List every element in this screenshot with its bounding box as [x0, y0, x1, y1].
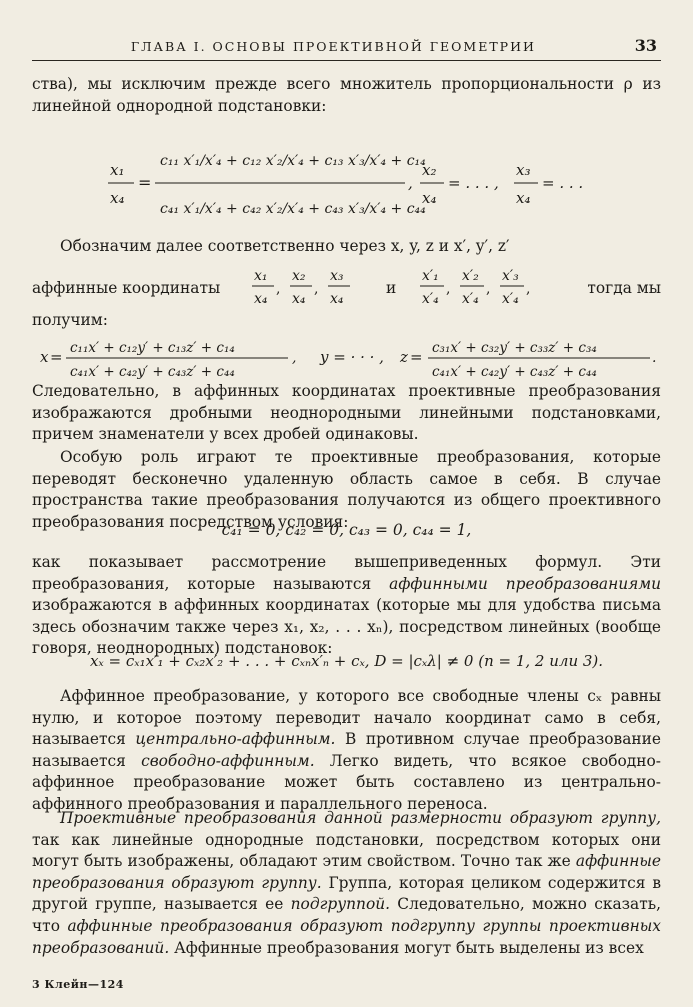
paragraph-groups — [32, 808, 661, 959]
svg-text:x′₃: x′₃ — [502, 268, 519, 284]
para3-a: как показывает рассмотрение вышеприведенных формул. Эти преобразования, которые называются — [32, 553, 661, 593]
eq1-x4a: x₄ — [422, 189, 437, 207]
para5-h: Аффинные преобразования могут быть выделены из всех — [169, 938, 644, 957]
notation-line-1: Обозначим далее соответственно через x, y, z и x′, y′, z′ — [60, 237, 510, 255]
eq2-y: y = · · · , — [320, 348, 384, 366]
paragraph-affine-def — [32, 552, 661, 660]
para5-g: аффинные преобразования образуют подгруппу группы проективных преобразований. — [32, 916, 661, 957]
svg-text:x₂: x₂ — [292, 268, 306, 284]
eq2-z-den: c₄₁x′ + c₄₂y′ + c₄₃z′ + c₄₄ — [432, 364, 597, 380]
para4-a: Аффинное преобразование, у которого все свободные члены cₓ равны нулю, и которое поэтому переводит начало координат само в себя, называется — [32, 687, 661, 749]
eq2-z-num: c₃₁x′ + c₃₂y′ + c₃₃z′ + c₃₄ — [432, 340, 597, 356]
svg-text:x₁: x₁ — [254, 268, 268, 284]
equation-3: c₄₁ = 0, c₄₂ = 0, c₄₃ = 0, c₄₄ = 1, — [221, 521, 472, 539]
eq1-x4b: x₄ — [516, 189, 531, 207]
svg-text:x′₄: x′₄ — [422, 291, 439, 307]
svg-text:,: , — [276, 281, 281, 297]
coord-fractions — [250, 266, 550, 310]
term-free-affine: свободно-аффинным. — [141, 751, 315, 770]
notation-line-3: получим: — [32, 311, 108, 329]
running-title: ГЛАВА I. ОСНОВЫ ПРОЕКТИВНОЙ ГЕОМЕТРИИ — [130, 39, 536, 54]
paragraph-central-affine — [32, 686, 661, 816]
para5-f: Следовательно, можно сказать, что — [32, 895, 661, 935]
running-header — [32, 36, 661, 58]
para5-b: так как линейные однородные подстановки, посредством которых они могут быть изображены, обладают этим свойством. Точно так же — [32, 830, 661, 871]
page-number: 33 — [634, 36, 657, 55]
notation-line-2 — [32, 270, 661, 310]
svg-text:,: , — [314, 281, 319, 297]
svg-text:.: . — [652, 350, 657, 366]
intro-paragraph: ства), мы исключим прежде всего множитель пропорциональности ρ из линейной однородной подстановки: — [32, 75, 661, 115]
eq1-dots: = . . . , — [448, 174, 499, 192]
svg-text:,: , — [292, 350, 297, 366]
svg-text:x′₄: x′₄ — [462, 291, 479, 307]
paragraph-consequently: Следовательно, в аффинных координатах проективные преобразования изображаются дробными неоднородными линейными подстановками, причем знаменатели у всех дробей одинаковы. — [32, 382, 661, 444]
para5-d: Группа, которая целиком содержится в другой группе, называется ее — [32, 873, 661, 914]
eq2-x-den: c₄₁x′ + c₄₂y′ + c₄₃z′ + c₄₄ — [70, 364, 235, 380]
para5-c: аффинные преобразования образуют группу. — [32, 852, 661, 892]
eq1-lhs-den: x₄ — [110, 189, 125, 207]
svg-text:x′₄: x′₄ — [502, 291, 519, 307]
svg-text:,: , — [486, 281, 491, 297]
eq2-x-num: c₁₁x′ + c₁₂y′ + c₁₃z′ + c₁₄ — [70, 340, 235, 356]
eq1-denominator: c₄₁ x′₁/x′₄ + c₄₂ x′₂/x′₄ + c₄₃ x′₃/x′₄ + c₄₄ — [160, 201, 426, 217]
eq1-dots-b: = . . . — [542, 174, 584, 192]
svg-text:x₃: x₃ — [330, 268, 344, 284]
svg-text:,: , — [526, 281, 531, 297]
svg-text:x′₂: x′₂ — [462, 268, 479, 284]
svg-text:z: z — [400, 348, 408, 366]
svg-text:=: = — [50, 348, 63, 366]
term-subgroup: подгруппой. — [290, 895, 391, 914]
paragraph-special-role: Особую роль играют те проективные преобразования, которые переводят бесконечно удаленную область самое в себя. В случае пространства такие преобразования получаются из общего проективного преобразования посредством условия: — [32, 448, 661, 531]
para5-a: Проективные преобразования данной размерности образуют группу, — [60, 809, 661, 827]
svg-text:x: x — [40, 348, 49, 366]
notation-and: и — [386, 279, 397, 297]
eq1-x3: x₃ — [516, 161, 531, 179]
svg-text:x′₁: x′₁ — [422, 268, 439, 284]
equation-4: xₓ = cₓ₁x′₁ + cₓ₂x′₂ + . . . + cₓₙx′ₙ + cₓ, D = |cₓλ| ≠ 0 (n = 1, 2 или 3). — [89, 652, 604, 670]
svg-text:=: = — [410, 348, 423, 366]
notation-post: тогда мы — [587, 279, 661, 297]
eq1-numerator: c₁₁ x′₁/x′₄ + c₁₂ x′₂/x′₄ + c₁₃ x′₃/x′₄ + c₁₄ — [160, 153, 426, 169]
svg-text:x₄: x₄ — [254, 291, 268, 307]
svg-text:x₄: x₄ — [292, 291, 306, 307]
term-central-affine: центрально-аффинным. — [135, 730, 336, 749]
svg-text:=: = — [138, 173, 152, 192]
eq1-x2: x₂ — [422, 161, 437, 179]
para3-c: изображаются в аффинных координатах (которые мы для удобства письма здесь обозначим также через x₁, x₂, . . . xₙ), посредством линейных (вообще говоря, неоднородных) подстановок: — [32, 596, 661, 658]
term-affine-transformations: аффинными преобразованиями — [389, 574, 661, 593]
header-rule — [32, 60, 661, 61]
equation-2 — [40, 334, 660, 384]
para4-e: Легко видеть, что всякое свободно-аффинное преобразование может быть составлено из центрально-аффинного преобразования и параллельного переноса. — [32, 751, 661, 813]
svg-text:,: , — [408, 174, 413, 192]
signature-mark: 3 Клейн—124 — [32, 978, 124, 991]
svg-text:,: , — [446, 281, 451, 297]
svg-text:x₄: x₄ — [330, 291, 344, 307]
para4-c: В противном случае преобразование называется — [32, 730, 661, 770]
notation-pre: аффинные координаты — [32, 279, 221, 297]
eq1-lhs-num: x₁ — [110, 161, 125, 179]
equation-1 — [100, 125, 640, 225]
